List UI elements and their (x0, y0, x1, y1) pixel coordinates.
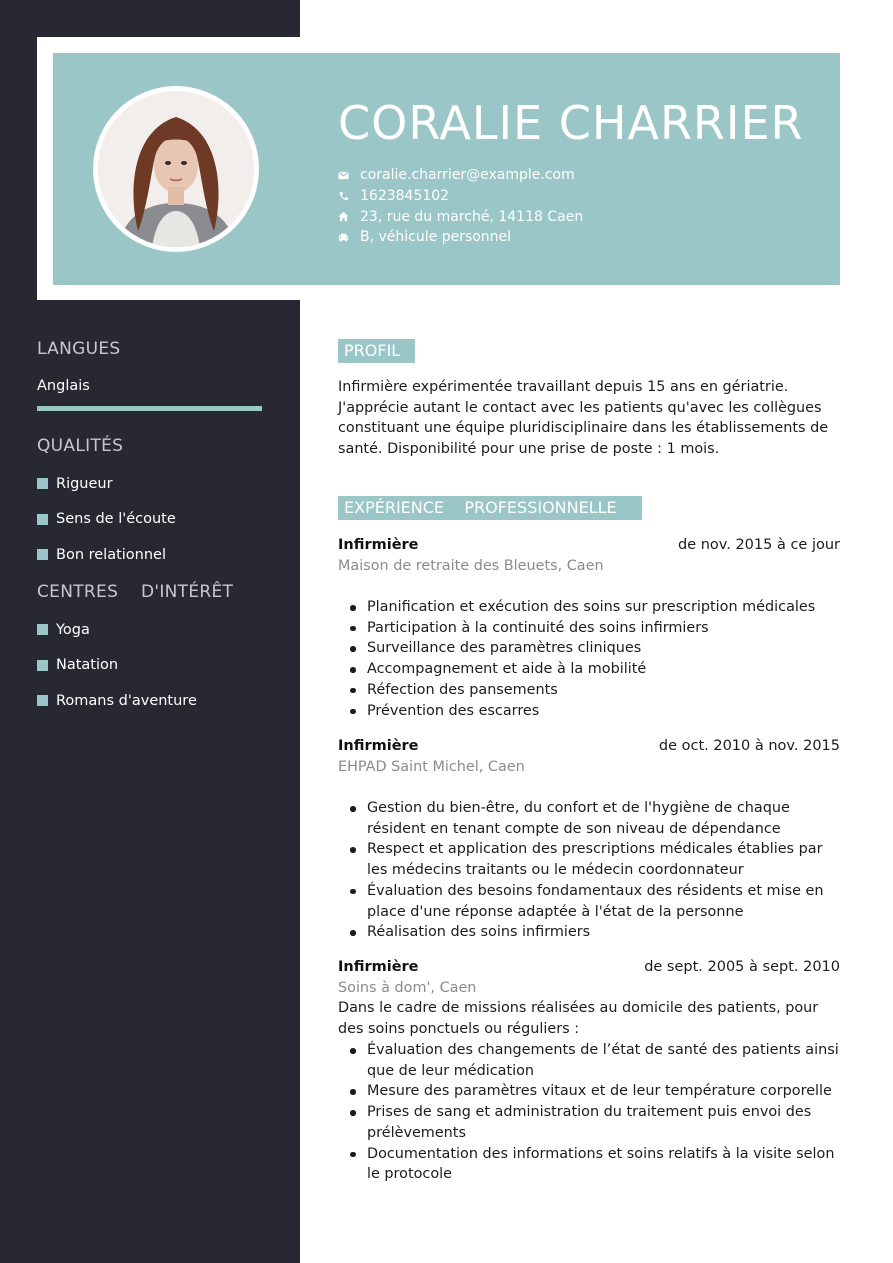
candidate-name: CORALIE CHARRIER (338, 96, 804, 150)
job-intro: Dans le cadre de missions réalisées au domicile des patients, pour des soins ponctuels ou réguliers : (338, 1000, 819, 1037)
list-item: Documentation des informations et soins relatifs à la visite selon le protocole (338, 1144, 840, 1185)
job-employer: EHPAD Saint Michel, Caen (338, 759, 525, 775)
list-item: Réfection des pansements (338, 680, 840, 701)
job-title: Infirmière (338, 537, 419, 553)
list-item: Évaluation des changements de l’état de santé des patients ainsi que de leur médication (338, 1040, 840, 1081)
portrait-image (98, 91, 254, 247)
job-employer: Soins à dom', Caen (338, 980, 477, 996)
profile-section-title: PROFIL (338, 339, 415, 363)
home-icon (338, 210, 360, 224)
list-item: Gestion du bien-être, du confort et de l'hygiène de chaque résident en tenant compte de son niveau de dépendance (338, 798, 840, 839)
square-bullet-icon (37, 549, 48, 560)
list-item: Sens de l'écoute (37, 502, 176, 538)
square-bullet-icon (37, 478, 48, 489)
job-employer: Maison de retraite des Bleuets, Caen (338, 558, 604, 574)
square-bullet-icon (37, 660, 48, 671)
list-item: Prévention des escarres (338, 701, 840, 722)
list-item: Mesure des paramètres vitaux et de leur température corporelle (338, 1081, 840, 1102)
qualities-title: QUALITÉS (37, 436, 124, 456)
job-tasks (338, 798, 840, 943)
list-item: Participation à la continuité des soins infirmiers (338, 618, 840, 639)
contact-email[interactable] (338, 165, 583, 186)
job-date: de nov. 2015 à ce jour (677, 537, 840, 553)
job-header (338, 535, 840, 556)
square-bullet-icon (37, 695, 48, 706)
list-item: Rigueur (37, 466, 176, 502)
language-item: Anglais (37, 378, 90, 394)
portrait-illustration (98, 91, 254, 247)
job-header (338, 957, 840, 978)
list-item: Yoga (37, 612, 197, 648)
list-item: Romans d'aventure (37, 683, 197, 719)
job-header (338, 736, 840, 757)
list-item: Natation (37, 648, 197, 684)
car-icon (338, 230, 360, 244)
address-text: 23, rue du marché, 14118 Caen (360, 208, 584, 225)
contact-info (338, 165, 583, 248)
square-bullet-icon (37, 514, 48, 525)
job-title: Infirmière (338, 959, 419, 975)
interests-title: CENTRES D'INTÉRÊT (37, 582, 234, 602)
list-item: Accompagnement et aide à la mobilité (338, 659, 840, 680)
profile-text: Infirmière expérimentée travaillant depuis 15 ans en gériatrie. J'apprécie autant le contact avec les patients qu'avec les collègues constituant une équipe pluridisciplinaire dans les établissements de santé. Disponibilité pour une prise de poste : 1 mois. (338, 379, 829, 458)
list-item: Évaluation des besoins fondamentaux des résidents et mise en place d'une réponse adaptée à l'état de la personne (338, 881, 840, 922)
qualities-list (37, 466, 176, 573)
job-tasks (338, 597, 840, 721)
contact-license (338, 227, 583, 248)
list-item: Prises de sang et administration du traitement puis envoi des prélèvements (338, 1102, 840, 1143)
job-date: de oct. 2010 à nov. 2015 (658, 738, 840, 754)
language-level-bar (37, 406, 262, 411)
square-bullet-icon (37, 624, 48, 635)
list-item: Respect et application des prescriptions médicales établies par les médecins traitants ou le médecin coordonnateur (338, 839, 840, 880)
list-item: Réalisation des soins infirmiers (338, 922, 840, 943)
license-text: B, véhicule personnel (360, 229, 512, 246)
list-item: Surveillance des paramètres cliniques (338, 638, 840, 659)
envelope-icon (338, 168, 360, 182)
phone-text: 1623845102 (360, 188, 450, 205)
interests-list (37, 612, 197, 719)
contact-phone[interactable] (338, 186, 583, 207)
phone-icon (338, 189, 360, 203)
job-date: de sept. 2005 à sept. 2010 (644, 959, 840, 975)
languages-title: LANGUES (37, 339, 121, 359)
list-item: Planification et exécution des soins sur prescription médicales (338, 597, 840, 618)
experience-section-title: EXPÉRIENCE PROFESSIONNELLE (338, 496, 642, 520)
job-title: Infirmière (338, 738, 419, 754)
email-text: coralie.charrier@example.com (360, 167, 575, 184)
list-item: Bon relationnel (37, 537, 176, 573)
job-tasks (338, 1040, 840, 1185)
profile-photo (93, 86, 259, 252)
contact-address (338, 206, 583, 227)
